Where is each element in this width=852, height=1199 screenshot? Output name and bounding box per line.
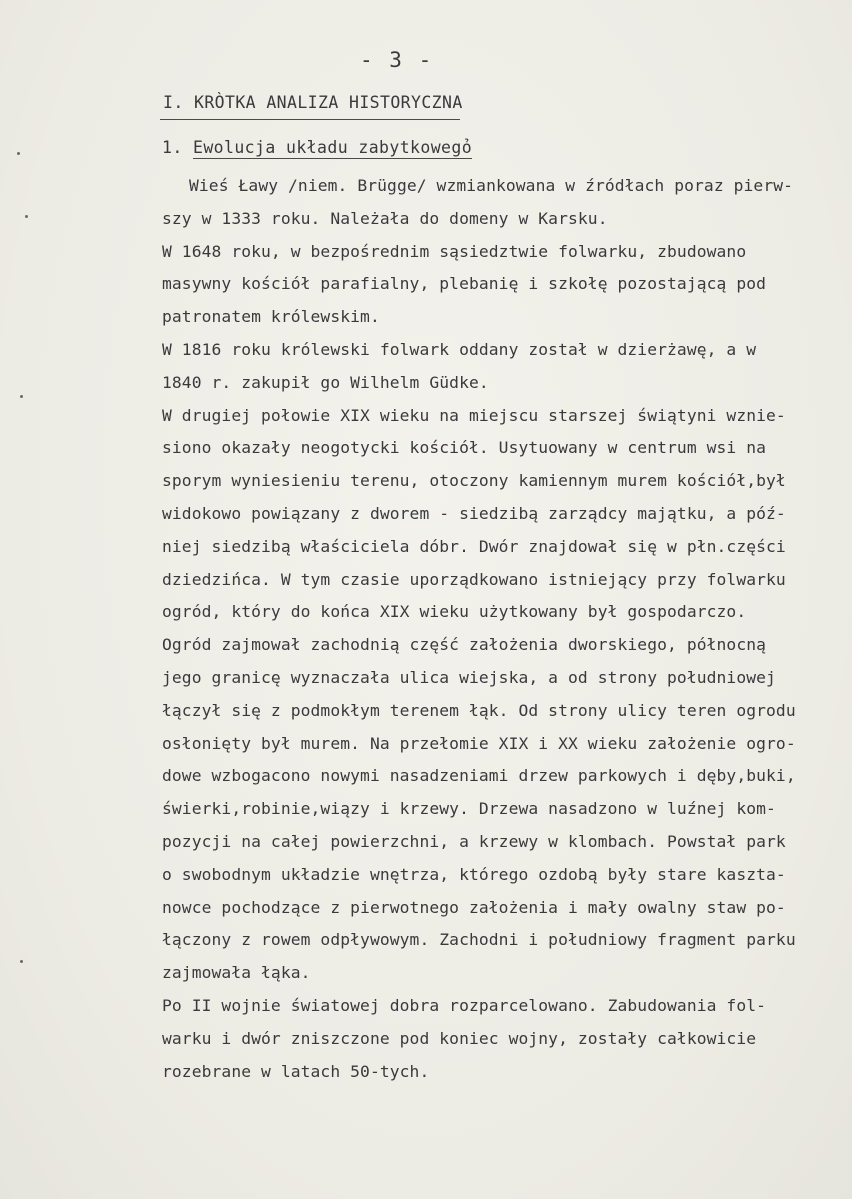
body-line: masywny kościół parafialny, plebanię i szkołę pozostającą pod [162, 274, 767, 294]
subsection-number: 1. [162, 138, 183, 157]
body-line: łączony z rowem odpływowym. Zachodni i południowy fragment parku [162, 930, 796, 950]
body-line: jego granicę wyznaczała ulica wiejska, a od strony południowej [162, 667, 776, 687]
body-line: ogród, który do końca XIX wieku użytkowany był gospodarczo. [162, 602, 747, 622]
binding-hole-mark [25, 215, 28, 218]
body-line: dowe wzbogacono nowymi nasadzeniami drzew parkowych i dęby,buki, [162, 766, 796, 786]
body-line: Wieś Ławy /niem. Brügge/ wzmiankowana w źródłach poraz pierw- [189, 176, 794, 195]
binding-hole-mark [20, 395, 23, 398]
body-line: Po II wojnie światowej dobra rozparcelowano. Zabudowania fol- [162, 995, 767, 1015]
section-title: I. KRÒTKA ANALIZA HISTORYCZNA [163, 93, 463, 112]
body-line: W drugiej połowie XIX wieku na miejscu starszej świątyni wznie- [162, 405, 786, 425]
body-line: sporym wyniesieniu terenu, otoczony kamiennym murem kościół,był [162, 471, 786, 491]
body-line: widokowo powiązany z dworem - siedzibą zarządcy majątku, a póź- [162, 503, 786, 523]
body-text [162, 170, 842, 1088]
binding-hole-mark [17, 152, 20, 155]
body-line: pozycji na całej powierzchni, a krzewy w klombach. Powstał park [162, 831, 786, 851]
body-line: świerki,robinie,wiązy i krzewy. Drzewa nasadzono w luźnej kom- [162, 799, 776, 819]
body-line: nowce pochodzące z pierwotnego założenia i mały owalny staw po- [162, 897, 786, 917]
body-line: niej siedzibą właściciela dóbr. Dwór znajdował się w płn.części [162, 536, 786, 556]
body-line: W 1648 roku, w bezpośrednim sąsiedztwie folwarku, zbudowano [162, 241, 747, 261]
page-number: - 3 - [360, 48, 434, 72]
binding-hole-mark [20, 960, 23, 963]
body-line: łączył się z podmokłym terenem łąk. Od strony ulicy teren ogrodu [162, 700, 796, 720]
body-line: patronatem królewskim. [162, 307, 380, 327]
body-line: rozebrane w latach 50-tych. [162, 1061, 430, 1081]
body-line: szy w 1333 roku. Należała do domeny w Karsku. [162, 208, 608, 228]
body-line: W 1816 roku królewski folwark oddany został w dzierżawę, a w [162, 339, 757, 359]
section-rule [160, 119, 460, 120]
subsection-title: Ewolucja układu zabytkowegỏ [193, 138, 473, 157]
body-line: o swobodnym układzie wnętrza, którego ozdobą były stare kaszta- [162, 864, 786, 884]
body-line: 1840 r. zakupił go Wilhelm Güdke. [162, 372, 489, 392]
body-line: warku i dwór zniszczone pod koniec wojny, zostały całkowicie [162, 1028, 757, 1048]
subsection-heading [162, 138, 472, 157]
body-line: zajmowała łąka. [162, 963, 311, 983]
body-line: Ogród zajmował zachodnią część założenia dworskiego, północną [162, 635, 767, 655]
body-line: siono okazały neogotycki kościół. Usytuowany w centrum wsi na [162, 438, 767, 458]
body-line: osłonięty był murem. Na przełomie XIX i XX wieku założenie ogro- [162, 733, 796, 753]
body-line: dziedzińca. W tym czasie uporządkowano istniejący przy folwarku [162, 569, 786, 589]
